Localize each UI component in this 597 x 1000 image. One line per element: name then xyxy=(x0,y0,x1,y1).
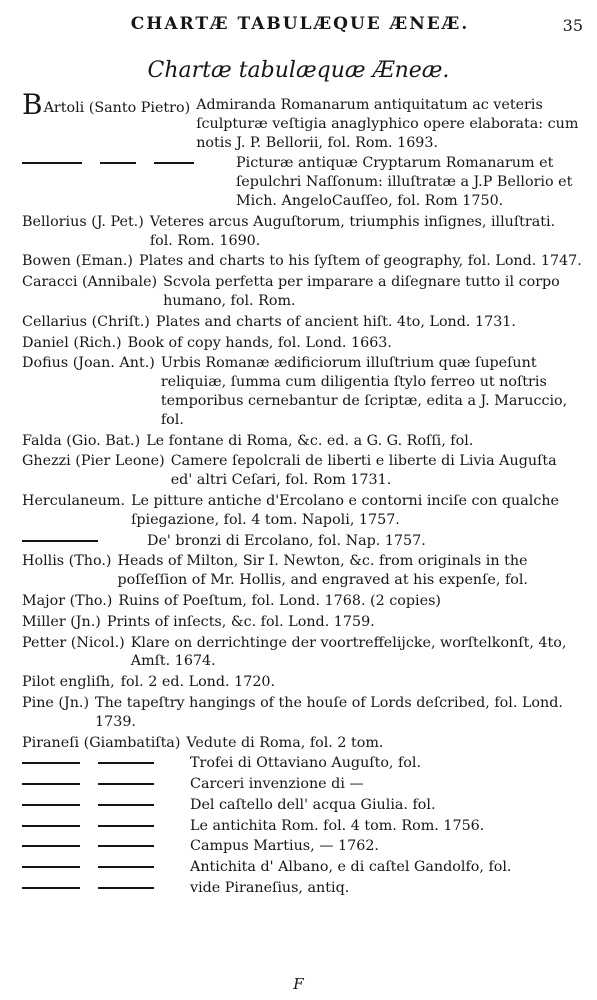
entry-head: Petter (Nicol.) xyxy=(22,634,125,651)
dash xyxy=(98,762,154,764)
entry-castello xyxy=(22,796,582,815)
entry-body: Le antichita Rom. fol. 4 tom. Rom. 1756. xyxy=(190,817,485,834)
entry-body: fol. 2 ed. Lond. 1720. xyxy=(120,674,276,691)
entry-major xyxy=(22,592,582,611)
entry-body: Heads of Milton, Sir I. Newton, &c. from originals in the poſſeſſion of Mr. Hollis, and engraved at his expenſe, fol. xyxy=(117,553,528,589)
dash xyxy=(22,845,80,847)
ditto-dashes xyxy=(22,754,190,773)
entry-head xyxy=(22,88,196,152)
entry-antichita xyxy=(22,817,582,836)
entry-body: Book of copy hands, fol. Lond. 1663. xyxy=(127,334,392,351)
running-head: CHARTÆ TABULÆQUE ÆNEÆ. xyxy=(130,14,470,34)
entry-body: The tapeſtry hangings of the houſe of Lords deſcribed, fol. Lond. 1739. xyxy=(95,694,563,730)
ditto-dashes xyxy=(22,154,236,210)
entry-falda xyxy=(22,432,582,451)
entry-body: Antichita d' Albano, e di caſtel Gandolfo, fol. xyxy=(190,859,512,876)
dash xyxy=(98,825,154,827)
ditto-dashes xyxy=(22,858,190,877)
dash xyxy=(22,887,80,889)
entry-trofei xyxy=(22,754,582,773)
entry-bartoli xyxy=(22,88,582,152)
catalogue-entries xyxy=(22,88,582,900)
entry-body: Scvola perfetta per imparare a diſegnare tutto il corpo humano, fol. Rom. xyxy=(163,274,560,309)
entry-body: Veteres arcus Auguſtorum, triumphis inſignes, illuſtrati. fol. Rom. 1690. xyxy=(149,213,556,249)
entry-body: vide Piraneſius, antiq. xyxy=(190,880,350,897)
dash xyxy=(22,540,98,542)
entry-pilot xyxy=(22,673,582,692)
entry-ghezzi xyxy=(22,452,582,490)
dash xyxy=(98,887,154,889)
signature-mark: F xyxy=(293,975,304,993)
entry-daniel xyxy=(22,334,582,353)
ditto-dashes xyxy=(22,817,190,836)
entry-vide xyxy=(22,879,582,898)
entry-body: De' bronzi di Ercolano, fol. Nap. 1757. xyxy=(147,532,426,549)
dash xyxy=(22,762,80,764)
entry-pine xyxy=(22,694,582,732)
entry-body: Camere ſepolcrali de liberti e liberte di Livia Auguſta ed' altri Ceſari, fol. Rom 1731. xyxy=(170,453,557,489)
entry-carceri xyxy=(22,775,582,794)
dash xyxy=(98,866,154,868)
entry-bronzi xyxy=(22,532,582,551)
ditto-dashes xyxy=(22,879,190,898)
ditto-dashes xyxy=(22,532,147,551)
entry-head: Falda (Gio. Bat.) xyxy=(22,432,141,449)
entry-body: Del caſtello dell' acqua Giulia. fol. xyxy=(190,796,436,813)
entry-body: Picturæ antiquæ Cryptarum Romanarum et ſepulchri Naſſonum: illuſtratæ a J.P Bellorio et Mich. AngeloCauſſeo, fol. Rom 1750. xyxy=(236,155,573,209)
entry-herculaneum xyxy=(22,492,582,530)
entry-body: Le fontane di Roma, &c. ed. a G. G. Roſſi, fol. xyxy=(146,432,474,449)
entry-bellorius xyxy=(22,213,582,251)
entry-head: Piraneſi (Giambatiſta) xyxy=(22,734,181,751)
entry-caracci xyxy=(22,273,582,311)
entry-cellarius xyxy=(22,313,582,332)
dash xyxy=(22,804,80,806)
entry-head: Bowen (Eman.) xyxy=(22,253,133,270)
dash xyxy=(98,804,154,806)
dash xyxy=(22,162,82,164)
entry-miller xyxy=(22,613,582,632)
entry-body: Trofei di Ottaviano Auguſto, fol. xyxy=(190,755,422,772)
dash xyxy=(98,845,154,847)
entry-head: Miller (Jn.) xyxy=(22,613,101,630)
entry-body: Urbis Romanæ ædificiorum illuſtrium quæ ſupeſunt reliquiæ, ſumma cum diligentia ſtylo ferreo ut noſtris temporibus cernebantur de ſcriptæ, edita a J. Maruccio, fol. xyxy=(160,355,568,428)
entry-body: Plates and charts to his ſyſtem of geography, fol. Lond. 1747. xyxy=(139,253,582,270)
ditto-dashes xyxy=(22,837,190,856)
entry-albano xyxy=(22,858,582,877)
entry-pitture xyxy=(22,154,582,210)
entry-head: Hollis (Tho.) xyxy=(22,553,112,570)
entry-campus xyxy=(22,837,582,856)
entry-body: Campus Martius, — 1762. xyxy=(190,838,379,855)
entry-body: Prints of inſects, &c. fol. Lond. 1759. xyxy=(106,613,375,630)
entry-body: Le pitture antiche d'Ercolano e contorni inciſe con qualche ſpiegazione, fol. 4 tom. Napoli, 1757. xyxy=(131,492,560,528)
entry-dofius xyxy=(22,354,582,429)
entry-head: Major (Tho.) xyxy=(22,592,113,609)
entry-head-text: Artoli (Santo Pietro) xyxy=(43,100,191,116)
entry-body: Ruins of Poeſtum, fol. Lond. 1768. (2 copies) xyxy=(118,592,441,609)
page-number: 35 xyxy=(562,16,583,35)
entry-head: Pine (Jn.) xyxy=(22,694,90,711)
entry-piranesi xyxy=(22,734,582,753)
entry-head: Dofius (Joan. Ant.) xyxy=(22,355,155,372)
entry-head: Herculaneum. xyxy=(22,492,126,509)
dash xyxy=(100,162,136,164)
entry-head: Cellarius (Chriſt.) xyxy=(22,313,150,330)
entry-body: Vedute di Roma, fol. 2 tom. xyxy=(186,734,384,751)
entry-body: Plates and charts of ancient hiſt. 4to, Lond. 1731. xyxy=(155,313,516,330)
entry-hollis xyxy=(22,552,582,590)
entry-head: Pilot engliſh, xyxy=(22,674,115,691)
entry-head: Caracci (Annibale) xyxy=(22,274,158,291)
drop-cap: B xyxy=(22,88,43,121)
entry-body: Admiranda Romanarum antiquitatum ac veteris ſculpturæ veſtigia anaglyphico opere elaborata: cum notis J. P. Bellorii, fol. Rom. 1693. xyxy=(196,97,579,151)
dash xyxy=(98,783,154,785)
entry-body: Carceri invenzione di — xyxy=(190,776,364,793)
entry-body: Klare on derrichtinge der voortreffelijcke, worſtelkonſt, 4to, Amſt. 1674. xyxy=(130,634,567,670)
entry-head: Ghezzi (Pier Leone) xyxy=(22,453,165,470)
dash xyxy=(22,825,80,827)
dash xyxy=(22,783,80,785)
dash xyxy=(154,162,194,164)
entry-head: Bellorius (J. Pet.) xyxy=(22,213,144,230)
dash xyxy=(22,866,80,868)
ditto-dashes xyxy=(22,796,190,815)
entry-petter xyxy=(22,634,582,672)
entry-bowen xyxy=(22,252,582,271)
entry-head: Daniel (Rich.) xyxy=(22,334,122,351)
section-title: Chartæ tabulæquæ Æneæ. xyxy=(147,58,450,83)
ditto-dashes xyxy=(22,775,190,794)
